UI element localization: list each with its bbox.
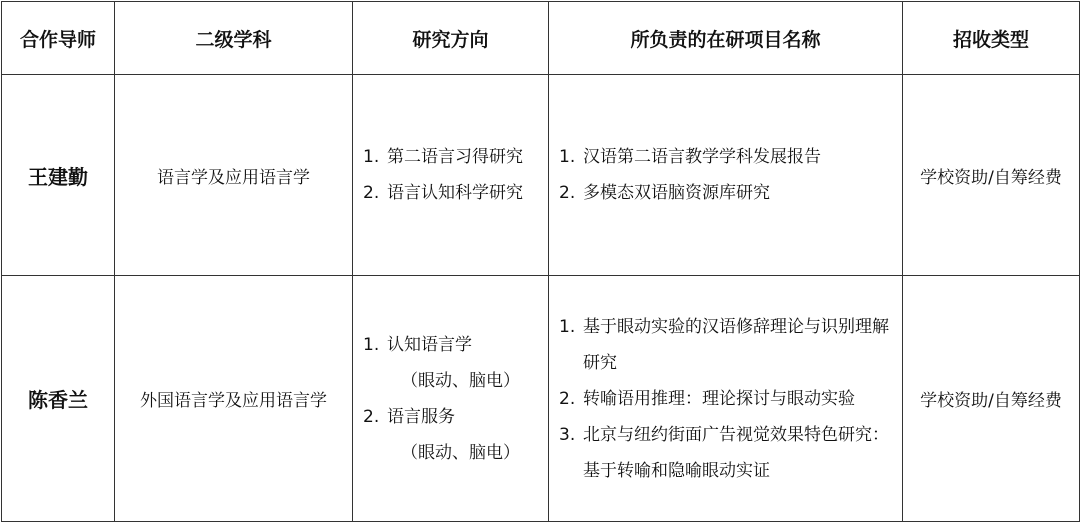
list-item	[363, 399, 548, 471]
item-number: 2.	[363, 406, 380, 427]
item-number: 1.	[559, 316, 576, 337]
project-text: 北京与纽约街面广告视觉效果特色研究：基于转喻和隐喻眼动实证	[583, 424, 889, 481]
direction-list	[353, 139, 548, 211]
project-list	[549, 139, 902, 211]
item-number: 1.	[363, 147, 380, 167]
direction-text: 语言服务	[387, 406, 455, 427]
direction-note: （眼动、脑电）	[401, 442, 520, 463]
supervisor-table	[1, 1, 1080, 522]
list-item	[559, 175, 902, 211]
direction-text: 认知语言学	[387, 334, 472, 355]
project-text: 汉语第二语言教学学科发展报告	[583, 147, 821, 167]
supervisor-name: 王建勤	[2, 75, 115, 276]
item-number: 2.	[559, 388, 576, 409]
projects-cell	[549, 75, 903, 276]
list-item	[559, 309, 902, 381]
item-number: 2.	[559, 183, 576, 203]
supervisor-name: 陈香兰	[2, 276, 115, 522]
item-number: 2.	[363, 183, 380, 203]
list-item	[363, 327, 548, 399]
list-item	[559, 417, 902, 489]
header-projects: 所负责的在研项目名称	[549, 2, 903, 75]
direction-list	[353, 327, 548, 471]
table-row	[2, 75, 1080, 276]
project-list	[549, 309, 902, 489]
list-item	[363, 175, 548, 211]
header-type: 招收类型	[903, 2, 1080, 75]
header-supervisor: 合作导师	[2, 2, 115, 75]
enrollment-type: 学校资助/自筹经费	[903, 276, 1080, 522]
item-number: 3.	[559, 424, 576, 445]
enrollment-type: 学校资助/自筹经费	[903, 75, 1080, 276]
header-direction: 研究方向	[353, 2, 549, 75]
list-item	[559, 381, 902, 417]
projects-cell	[549, 276, 903, 522]
item-number: 1.	[363, 334, 380, 355]
item-number: 1.	[559, 147, 576, 167]
subject-cell: 外国语言学及应用语言学	[115, 276, 353, 522]
direction-note: （眼动、脑电）	[401, 370, 520, 391]
list-item	[363, 139, 548, 175]
project-text: 多模态双语脑资源库研究	[583, 183, 770, 203]
header-subject: 二级学科	[115, 2, 353, 75]
direction-text: 第二语言习得研究	[387, 147, 523, 167]
project-text: 转喻语用推理：理论探讨与眼动实验	[583, 388, 855, 409]
direction-cell	[353, 276, 549, 522]
direction-text: 语言认知科学研究	[387, 183, 523, 203]
header-row	[2, 2, 1080, 75]
list-item	[559, 139, 902, 175]
direction-cell	[353, 75, 549, 276]
table-row	[2, 276, 1080, 522]
subject-cell: 语言学及应用语言学	[115, 75, 353, 276]
project-text: 基于眼动实验的汉语修辞理论与识别理解研究	[583, 316, 889, 373]
